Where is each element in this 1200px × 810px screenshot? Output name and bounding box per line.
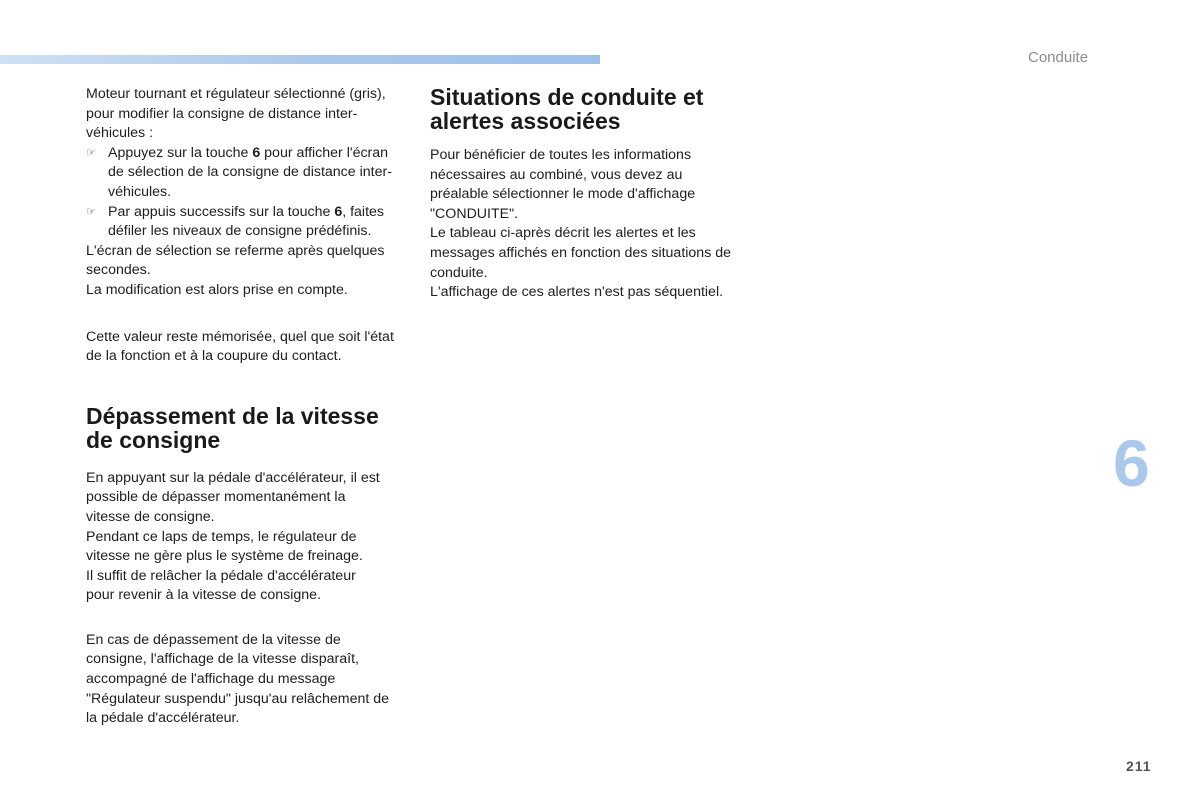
key-number: 6 [334,203,343,220]
overspeed-paragraph-2: Pendant ce laps de temps, le régulateur de vitesse ne gère plus le système de freinage. [86,528,363,565]
section-title-overspeed: Dépassement de la vitesse de consigne [86,402,379,453]
section-label: Conduite [1028,49,1089,66]
key-number: 6 [252,144,261,161]
driving-paragraph-1: Pour bénéficier de toutes les informations nécessaires au combiné, vous devez au préalable sélectionner le mode d'affichage "CONDUITE". [430,147,696,222]
chapter-number: 6 [1113,426,1150,500]
left-column [86,85,416,729]
overspeed-paragraph-4: En cas de dépassement de la vitesse de consigne, l'affichage de la vitesse disparaît, accompagné de l'affichage du message "Régulateur suspendu" jusqu'au relâchement de la pédale d'accélérateur. [86,631,390,727]
list-item [86,203,404,242]
list-item [86,144,404,203]
pointing-hand-icon: ☞ [86,146,96,159]
bullet-text: Appuyez sur la touche 6 pour afficher l'écran de sélection de la consigne de distance inter-véhicules. [108,144,392,200]
section-title-driving-situations: Situations de conduite et alertes associées [430,84,704,134]
pointing-hand-icon: ☞ [86,205,96,218]
header-accent-bar [0,55,600,64]
bullet-text: Par appuis successifs sur la touche 6, faites défiler les niveaux de consigne prédéfinis. [108,203,385,240]
overspeed-paragraph-3: Il suffit de relâcher la pédale d'accélérateur pour revenir à la vitesse de consigne. [86,567,356,604]
page-number: 211 [1126,758,1152,774]
memorised-text: Cette valeur reste mémorisée, quel que soit l'état de la fonction et à la coupure du contact. [86,328,394,365]
driving-paragraph-2: Le tableau ci-après décrit les alertes et les messages affichés en fonction des situations de conduite. [430,225,732,281]
modification-text: La modification est alors prise en compte. [86,281,348,298]
overspeed-paragraph-1: En appuyant sur la pédale d'accélérateur, il est possible de dépasser momentanément la vitesse de consigne. [86,469,380,525]
driving-paragraph-3: L'affichage de ces alertes n'est pas séquentiel. [430,284,724,301]
right-column [430,85,760,303]
screen-closes-text: L'écran de sélection se referme après quelques secondes. [86,242,385,279]
intro-paragraph: Moteur tournant et régulateur sélectionné (gris), pour modifier la consigne de distance inter-véhicules : [86,86,386,142]
